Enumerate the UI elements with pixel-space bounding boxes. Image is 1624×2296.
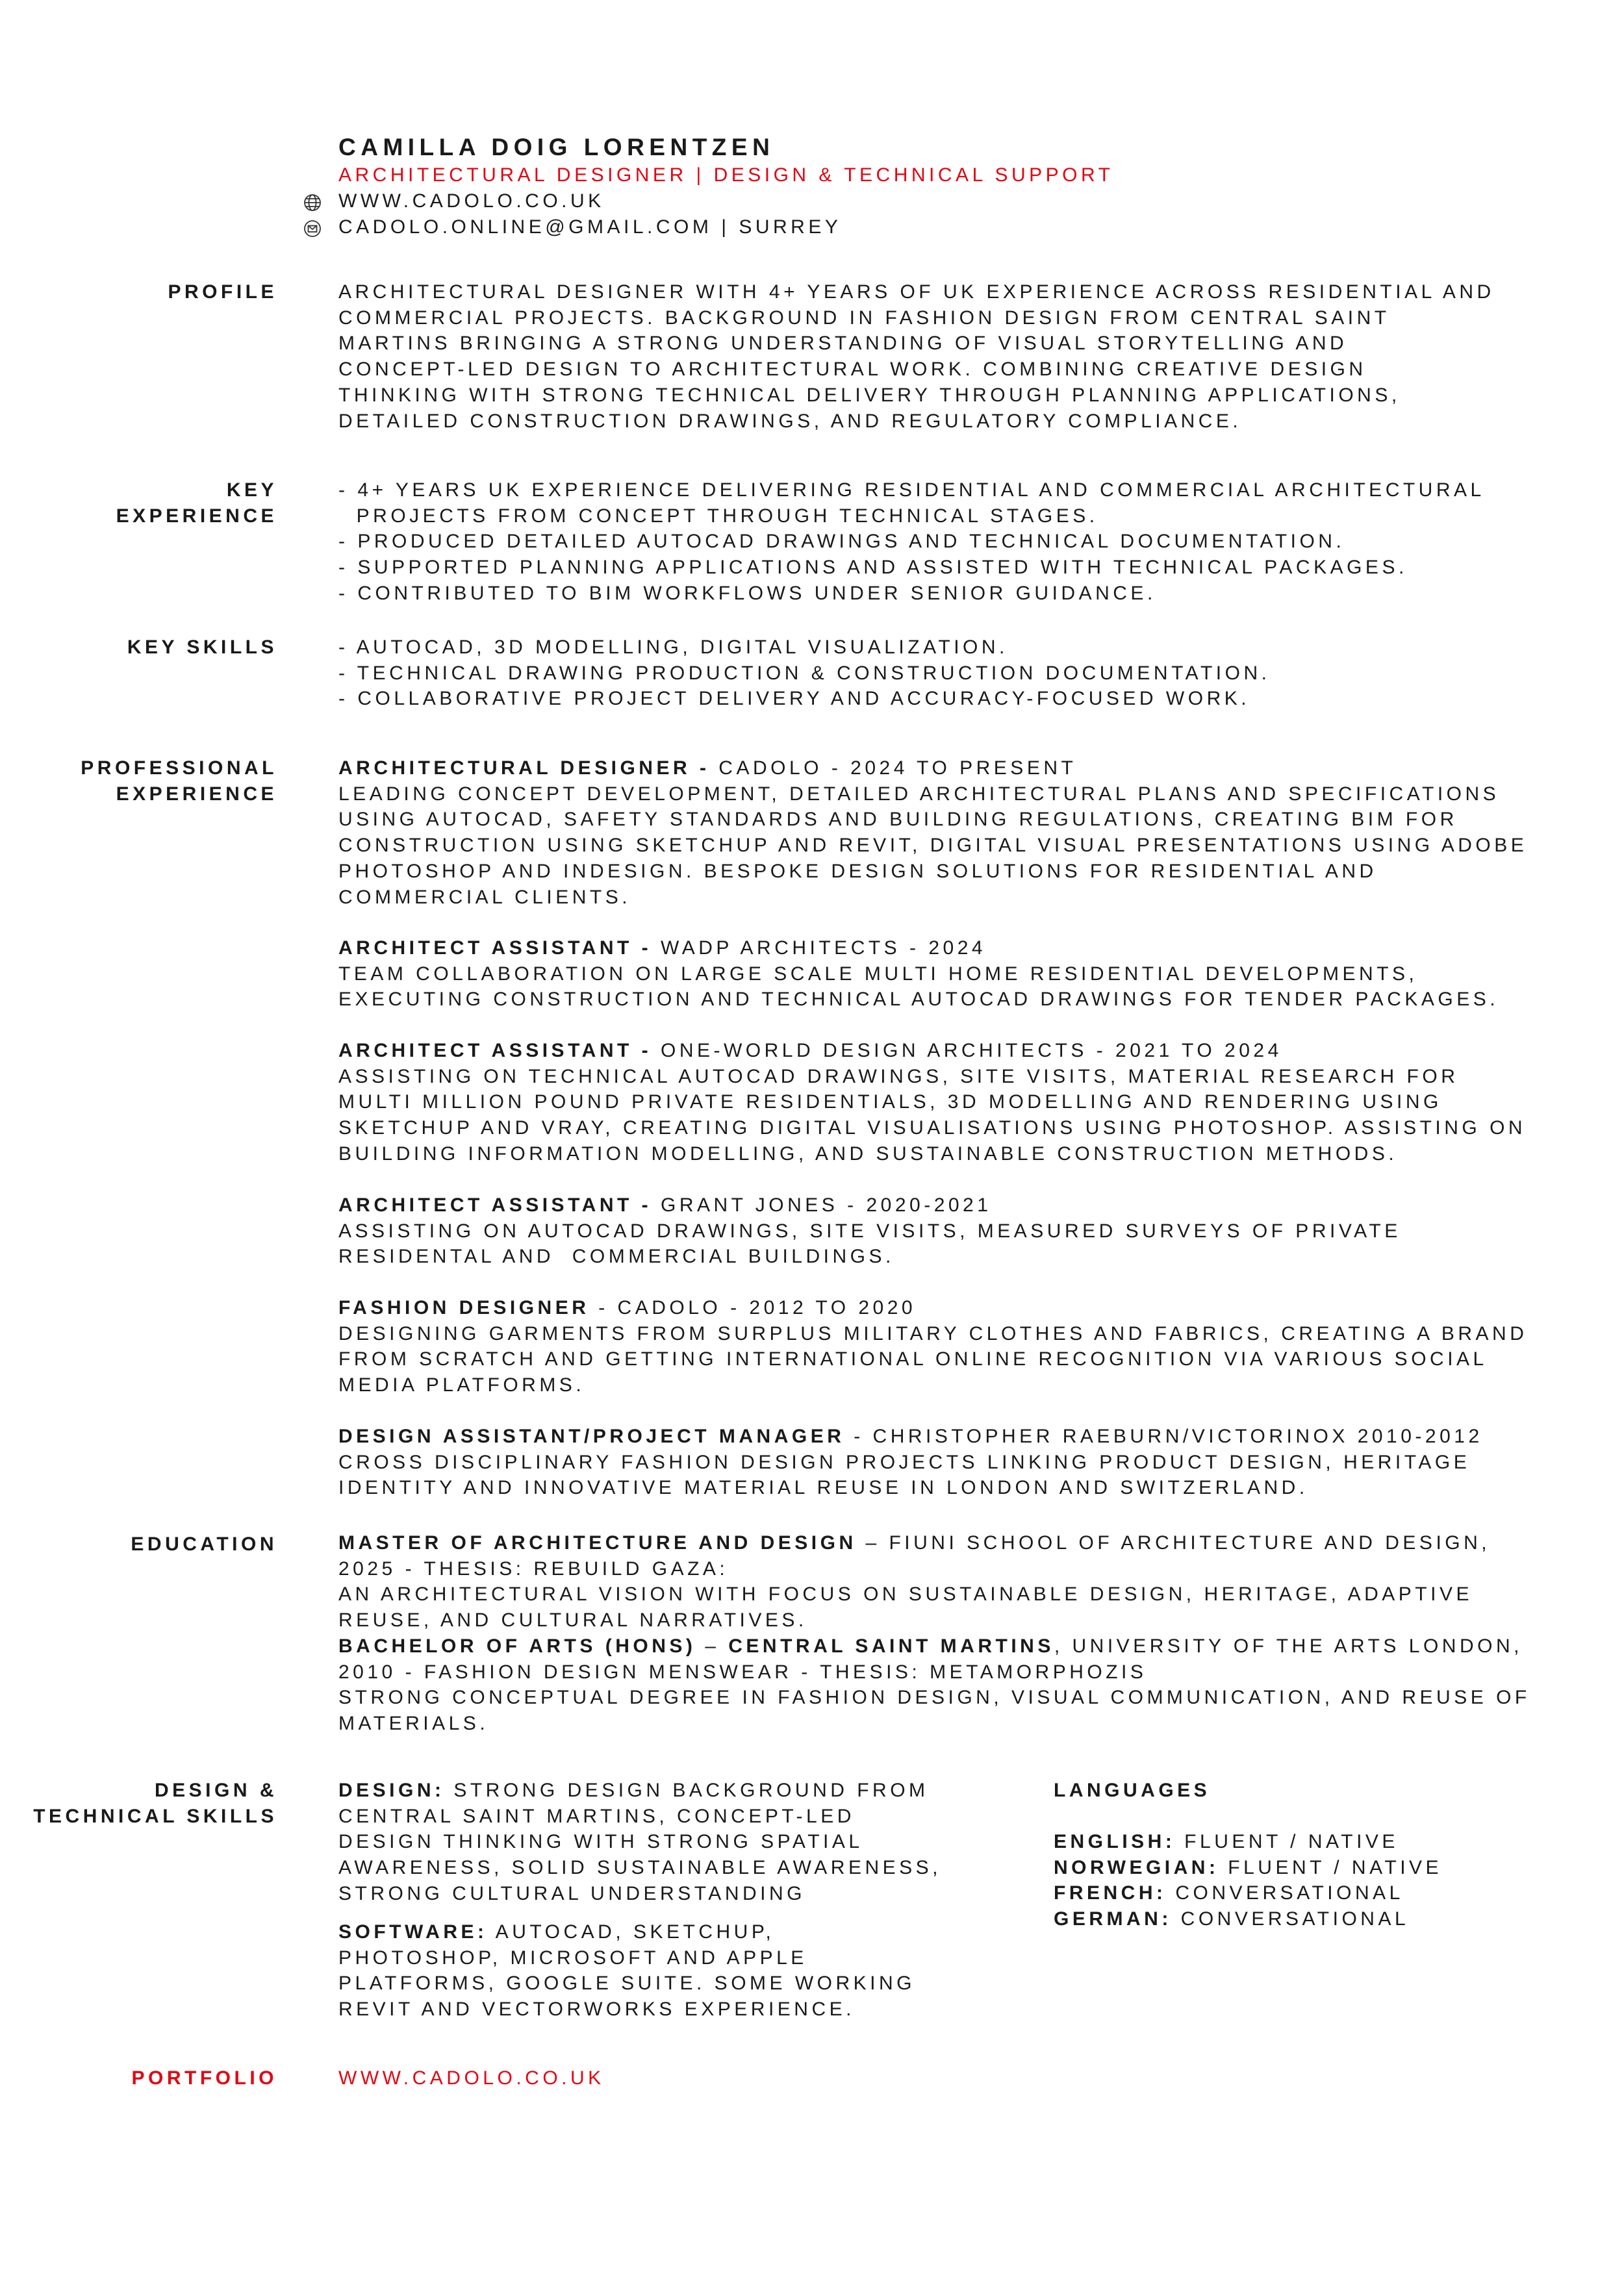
website-link[interactable]: WWW.CADOLO.CO.UK — [338, 190, 605, 212]
list-item: - 4+ YEARS UK EXPERIENCE DELIVERING RESIDENTIAL AND COMMERCIAL ARCHITECTURAL — [338, 479, 1485, 501]
text-line: MATERIALS. — [338, 1712, 489, 1734]
portfolio-link[interactable]: WWW.CADOLO.CO.UK — [338, 2067, 605, 2089]
education-master-heading — [338, 1530, 1490, 1556]
skill-detail: STRONG DESIGN BACKGROUND FROM — [444, 1780, 929, 1801]
section-label-profile: PROFILE — [168, 281, 277, 303]
resume-title: ARCHITECTURAL DESIGNER | DESIGN & TECHNICAL SUPPORT — [338, 164, 1114, 186]
text-line: SKETCHUP AND VRAY, CREATING DIGITAL VISUALISATIONS USING PHOTOSHOP. ASSISTING ON — [338, 1117, 1527, 1139]
text-line: 2010 - FASHION DESIGN MENSWEAR - THESIS: METAMORPHOZIS — [338, 1661, 1147, 1683]
job-role: DESIGN ASSISTANT/PROJECT MANAGER — [338, 1426, 845, 1447]
text-line: ASSISTING ON AUTOCAD DRAWINGS, SITE VISITS, MEASURED SURVEYS OF PRIVATE — [338, 1220, 1401, 1242]
globe-icon — [303, 193, 322, 212]
section-label-design-skills-2: TECHNICAL SKILLS — [33, 1805, 277, 1827]
section-label-key-skills: KEY SKILLS — [127, 637, 277, 658]
list-item: - CONTRIBUTED TO BIM WORKFLOWS UNDER SENIOR GUIDANCE. — [338, 582, 1156, 604]
section-label-key-experience: KEY — [226, 479, 277, 501]
skill-title: SOFTWARE: — [338, 1921, 488, 1943]
text-line: PHOTOSHOP, MICROSOFT AND APPLE — [338, 1947, 807, 1969]
text-line: ARCHITECTURAL DESIGNER WITH 4+ YEARS OF UK EXPERIENCE ACROSS RESIDENTIAL AND — [338, 281, 1495, 303]
job-heading — [338, 1424, 1483, 1450]
text-line: FROM SCRATCH AND GETTING INTERNATIONAL ONLINE RECOGNITION VIA VARIOUS SOCIAL — [338, 1348, 1488, 1370]
text-line: REUSE, AND CULTURAL NARRATIVES. — [338, 1609, 807, 1632]
resume-name: CAMILLA DOIG LORENTZEN — [338, 134, 775, 160]
text-line: USING AUTOCAD, SAFETY STANDARDS AND BUILDING REGULATIONS, CREATING BIM FOR — [338, 809, 1458, 831]
job-detail: CADOLO - 2024 TO PRESENT — [709, 757, 1077, 779]
job-detail: - CADOLO - 2012 TO 2020 — [589, 1297, 917, 1318]
language-item — [1054, 1880, 1404, 1906]
job-role: ARCHITECTURAL DESIGNER - — [338, 757, 710, 779]
languages-title: LANGUAGES — [1054, 1780, 1211, 1801]
text-line: AWARENESS, SOLID SUSTAINABLE AWARENESS, — [338, 1857, 942, 1879]
software-skill-heading — [338, 1919, 774, 1945]
list-item: - SUPPORTED PLANNING APPLICATIONS AND ASSISTED WITH TECHNICAL PACKAGES. — [338, 557, 1408, 579]
language-item — [1054, 1829, 1399, 1855]
job-detail: ONE-WORLD DESIGN ARCHITECTS - 2021 TO 2024 — [652, 1040, 1282, 1061]
text-line: DESIGNING GARMENTS FROM SURPLUS MILITARY CLOTHES AND FABRICS, CREATING A BRAND — [338, 1322, 1528, 1344]
job-detail: WADP ARCHITECTS - 2024 — [652, 937, 987, 959]
text-line: THINKING WITH STRONG TECHNICAL DELIVERY THROUGH PLANNING APPLICATIONS, — [338, 384, 1401, 406]
list-item: - AUTOCAD, 3D MODELLING, DIGITAL VISUALIZATION. — [338, 637, 1008, 658]
text-line: COMMERCIAL CLIENTS. — [338, 886, 631, 908]
text-line: MULTI MILLION POUND PRIVATE RESIDENTIALS, 3D MODELLING AND RENDERING USING — [338, 1091, 1442, 1113]
language-name: FRENCH: — [1054, 1882, 1167, 1904]
text-line: DETAILED CONSTRUCTION DRAWINGS, AND REGULATORY COMPLIANCE. — [338, 410, 1242, 432]
language-name: ENGLISH: — [1054, 1831, 1176, 1852]
text-line: EXECUTING CONSTRUCTION AND TECHNICAL AUTOCAD DRAWINGS FOR TENDER PACKAGES. — [338, 989, 1499, 1011]
language-name: GERMAN: — [1054, 1908, 1172, 1930]
text-line: MEDIA PLATFORMS. — [338, 1374, 585, 1396]
list-item: - PRODUCED DETAILED AUTOCAD DRAWINGS AND TECHNICAL DOCUMENTATION. — [338, 531, 1345, 553]
degree-school: CENTRAL SAINT MARTINS — [728, 1635, 1054, 1657]
section-label-key-experience-2: EXPERIENCE — [116, 505, 277, 527]
text-line: 2025 - THESIS: REBUILD GAZA: — [338, 1558, 729, 1580]
section-label-design-skills: DESIGN & — [154, 1780, 277, 1801]
job-role: ARCHITECT ASSISTANT - — [338, 937, 652, 959]
job-heading — [338, 1192, 991, 1218]
degree-detail: , UNIVERSITY OF THE ARTS LONDON, — [1054, 1635, 1523, 1657]
text-line: PHOTOSHOP AND INDESIGN. BESPOKE DESIGN SOLUTIONS FOR RESIDENTIAL AND — [338, 860, 1377, 882]
language-level: CONVERSATIONAL — [1166, 1882, 1404, 1904]
text-line: LEADING CONCEPT DEVELOPMENT, DETAILED ARCHITECTURAL PLANS AND SPECIFICATIONS — [338, 783, 1500, 805]
section-label-portfolio: PORTFOLIO — [131, 2067, 277, 2089]
degree-detail: – FIUNI SCHOOL OF ARCHITECTURE AND DESIGN, — [856, 1532, 1491, 1554]
text-line: AN ARCHITECTURAL VISION WITH FOCUS ON SUSTAINABLE DESIGN, HERITAGE, ADAPTIVE — [338, 1583, 1473, 1606]
language-level: FLUENT / NATIVE — [1219, 1856, 1443, 1878]
language-item — [1054, 1855, 1442, 1881]
text-line: MARTINS BRINGING A STRONG UNDERSTANDING OF VISUAL STORYTELLING AND — [338, 333, 1348, 355]
job-heading — [338, 1295, 916, 1321]
text-line: IDENTITY AND INNOVATIVE MATERIAL REUSE IN LONDON AND SWITZERLAND. — [338, 1477, 1308, 1499]
list-item: - COLLABORATIVE PROJECT DELIVERY AND ACCURACY-FOCUSED WORK. — [338, 688, 1250, 710]
text-line: ASSISTING ON TECHNICAL AUTOCAD DRAWINGS, SITE VISITS, MATERIAL RESEARCH FOR — [338, 1065, 1459, 1087]
text-line: DESIGN THINKING WITH STRONG SPATIAL — [338, 1831, 863, 1853]
job-role: FASHION DESIGNER — [338, 1297, 590, 1318]
list-item: - TECHNICAL DRAWING PRODUCTION & CONSTRUCTION DOCUMENTATION. — [338, 662, 1271, 684]
contact-line: CADOLO.ONLINE@GMAIL.COM | SURREY — [338, 216, 842, 238]
text-line: STRONG CONCEPTUAL DEGREE IN FASHION DESIGN, VISUAL COMMUNICATION, AND REUSE OF — [338, 1687, 1530, 1709]
language-name: NORWEGIAN: — [1054, 1856, 1219, 1878]
text-line: REVIT AND VECTORWORKS EXPERIENCE. — [338, 1999, 855, 2021]
section-label-professional-experience: PROFESSIONAL — [81, 757, 277, 779]
degree-title: BACHELOR OF ARTS (HONS) — [338, 1635, 696, 1657]
text-line: BUILDING INFORMATION MODELLING, AND SUSTAINABLE CONSTRUCTION METHODS. — [338, 1142, 1398, 1165]
skill-detail: AUTOCAD, SKETCHUP, — [487, 1921, 775, 1943]
job-heading — [338, 935, 986, 961]
text-line: COMMERCIAL PROJECTS. BACKGROUND IN FASHION DESIGN FROM CENTRAL SAINT — [338, 307, 1390, 329]
job-role: ARCHITECT ASSISTANT - — [338, 1194, 652, 1216]
language-level: FLUENT / NATIVE — [1175, 1831, 1399, 1852]
text-line: RESIDENTAL AND COMMERCIAL BUILDINGS. — [338, 1246, 894, 1268]
job-role: ARCHITECT ASSISTANT - — [338, 1040, 652, 1061]
language-item — [1054, 1906, 1409, 1932]
text-line: PLATFORMS, GOOGLE SUITE. SOME WORKING — [338, 1973, 916, 1995]
text-line: CENTRAL SAINT MARTINS, CONCEPT-LED — [338, 1805, 855, 1827]
text-line: STRONG CULTURAL UNDERSTANDING — [338, 1882, 806, 1904]
text-line: CROSS DISCIPLINARY FASHION DESIGN PROJECTS LINKING PRODUCT DESIGN, HERITAGE — [338, 1451, 1471, 1473]
degree-separator: – — [696, 1635, 729, 1657]
mail-icon — [303, 219, 322, 238]
degree-title: MASTER OF ARCHITECTURE AND DESIGN — [338, 1532, 857, 1554]
text-line: TEAM COLLABORATION ON LARGE SCALE MULTI HOME RESIDENTIAL DEVELOPMENTS, — [338, 963, 1418, 985]
design-skill-heading — [338, 1778, 929, 1804]
job-detail: - CHRISTOPHER RAEBURN/VICTORINOX 2010-2012 — [844, 1426, 1483, 1447]
text-line: CONCEPT-LED DESIGN TO ARCHITECTURAL WORK. COMBINING CREATIVE DESIGN — [338, 359, 1367, 381]
language-level: CONVERSATIONAL — [1171, 1908, 1410, 1930]
list-item: PROJECTS FROM CONCEPT THROUGH TECHNICAL STAGES. — [338, 505, 1098, 527]
skill-title: DESIGN: — [338, 1780, 445, 1801]
job-heading — [338, 1038, 1282, 1064]
section-label-education: EDUCATION — [131, 1533, 277, 1555]
education-bachelor-heading — [338, 1634, 1523, 1659]
job-detail: GRANT JONES - 2020-2021 — [652, 1194, 992, 1216]
section-label-professional-experience-2: EXPERIENCE — [116, 783, 277, 805]
job-heading — [338, 755, 1076, 781]
text-line: CONSTRUCTION USING SKETCHUP AND REVIT, DIGITAL VISUAL PRESENTATIONS USING ADOBE — [338, 835, 1528, 857]
